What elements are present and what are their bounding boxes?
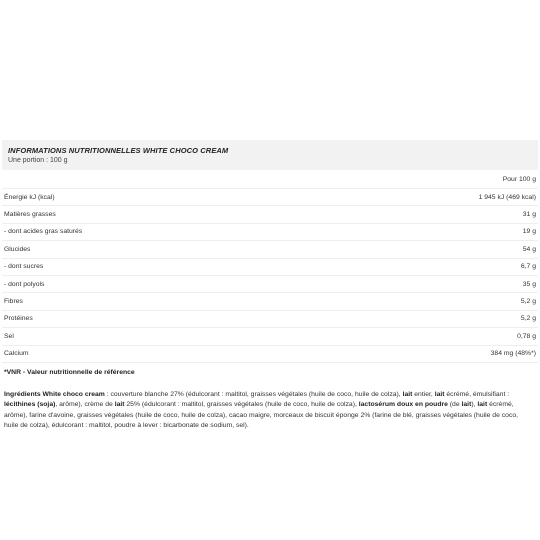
table-row — [2, 328, 538, 345]
nutrition-title: INFORMATIONS NUTRITIONNELLES WHITE CHOCO CREAM — [8, 146, 229, 155]
ingredients-text — [2, 390, 538, 432]
ingredient-text: écrémé, émulsifiant : — [444, 390, 510, 398]
table-row — [2, 276, 538, 293]
nutrient-value: 35 g — [522, 280, 536, 288]
table-row — [2, 241, 538, 258]
nutrient-value: 384 mg (48%*) — [490, 350, 536, 358]
nutrient-value: 1 945 kJ (469 kcal) — [478, 193, 536, 201]
ingredient-text: entier, — [412, 390, 435, 398]
table-row — [2, 206, 538, 223]
nutrient-label: - dont polyols — [4, 280, 45, 288]
ingredient-text: ), — [471, 401, 478, 409]
ingredient-highlight: lécithines (soja) — [4, 401, 56, 409]
nutrient-value: 5,2 g — [520, 298, 536, 306]
nutrient-label: Glucides — [4, 245, 31, 253]
ingredient-highlight: lait — [402, 390, 413, 398]
nutrient-label: - dont acides gras saturés — [4, 228, 83, 236]
nutrient-label: Fibres — [4, 298, 23, 306]
ingredient-highlight: lait — [434, 390, 445, 398]
nutrient-label: Sel — [4, 332, 14, 340]
table-column-header-row — [2, 170, 538, 189]
ingredient-highlight: lait — [114, 401, 125, 409]
column-header-per-100g: Pour 100 g — [502, 175, 536, 183]
ingredient-text: : couverture blanche 27% (édulcorant : maltitol, graisses végétales (huile de coco, huile de colza), — [104, 390, 403, 398]
ingredient-highlight: lactosérum doux en poudre — [358, 401, 448, 409]
nutrient-value: 0,78 g — [517, 332, 536, 340]
table-row — [2, 311, 538, 328]
table-row — [2, 224, 538, 241]
ingredient-text: (de — [447, 401, 462, 409]
table-row — [2, 346, 538, 363]
nutrient-label: Matières grasses — [4, 211, 56, 219]
nutrition-panel — [2, 140, 538, 432]
nutrient-value: 19 g — [522, 228, 536, 236]
nutrient-value: 5,2 g — [520, 315, 536, 323]
ingredient-highlight: lait — [461, 401, 472, 409]
nutrient-value: 31 g — [522, 211, 536, 219]
nutrient-value: 6,7 g — [520, 263, 536, 271]
ingredient-text: écrémé, arôme), farine d'avoine, graisses végétales (huile de coco, huile de colza), cacao maigre, morceaux de biscuit éponge 2% (farine de blé, graisses végétales (huile de coco, huile de colza), édulcorant : maltitol, poudre à lever : bicarbonate de sodium, sel). — [4, 401, 518, 430]
nutrient-value: 54 g — [522, 245, 536, 253]
nutrient-label: Énergie kJ (kcal) — [4, 193, 55, 201]
nutrition-table — [2, 189, 538, 363]
nutrition-header — [2, 140, 538, 170]
table-row — [2, 259, 538, 276]
nutrient-label: Protéines — [4, 315, 33, 323]
portion-size: Une portion : 100 g — [8, 157, 68, 164]
ingredient-highlight: Ingrédients White choco cream — [4, 390, 105, 398]
table-row — [2, 293, 538, 310]
nutrient-label: Calcium — [4, 350, 29, 358]
ingredient-highlight: lait — [477, 401, 488, 409]
ingredient-text: , arôme), crème de — [55, 401, 115, 409]
reference-note: *VNR - Valeur nutritionnelle de référence — [4, 368, 135, 376]
table-row — [2, 189, 538, 206]
nutrient-label: - dont sucres — [4, 263, 44, 271]
ingredient-text: 25% (édulcorant : maltitol, graisses végétales (huile de coco, huile de colza), — [124, 401, 359, 409]
